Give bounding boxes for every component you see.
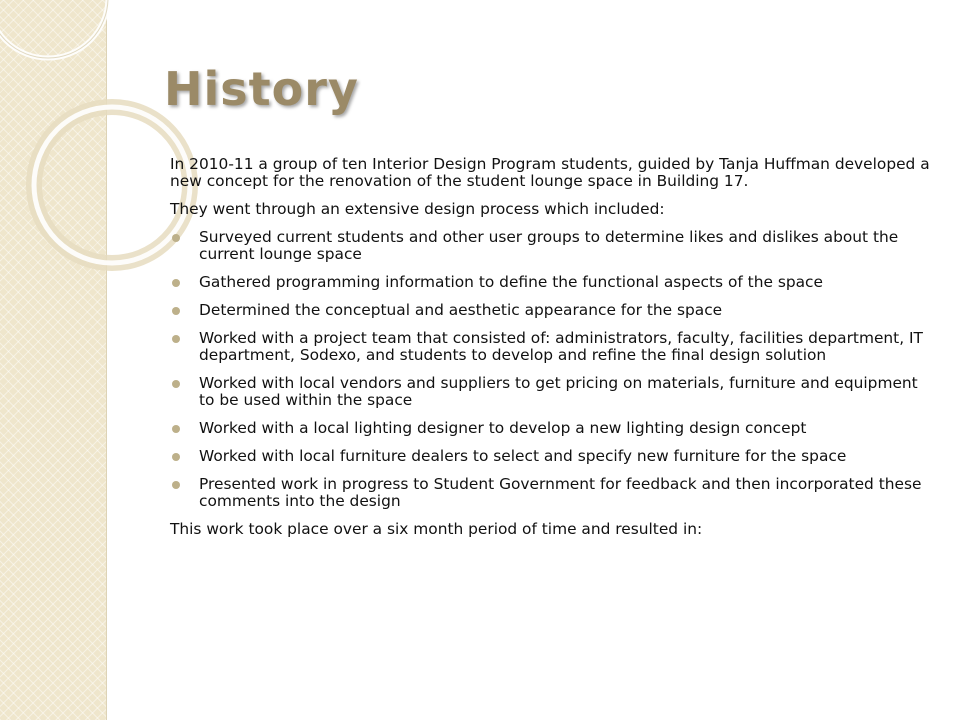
list-item-text: Worked with a local lighting designer to develop a new lighting design concept <box>199 419 807 437</box>
bullet-dot-icon <box>172 234 180 242</box>
list-item <box>170 476 930 510</box>
list-item <box>170 420 930 437</box>
bullet-dot-icon <box>172 425 180 433</box>
list-item <box>170 229 930 263</box>
bullet-dot-icon <box>172 380 180 388</box>
bullet-dot-icon <box>172 279 180 287</box>
bullet-dot-icon <box>172 335 180 343</box>
list-item-text: Worked with local vendors and suppliers to get pricing on materials, furniture and equipment to be used within the space <box>199 374 918 409</box>
bullet-dot-icon <box>172 453 180 461</box>
slide-title: History <box>164 62 359 116</box>
list-item-text: Determined the conceptual and aesthetic appearance for the space <box>199 301 723 319</box>
slide-body <box>170 156 930 549</box>
list-item-text: Gathered programming information to define the functional aspects of the space <box>199 273 823 291</box>
list-item-text: Worked with local furniture dealers to select and specify new furniture for the space <box>199 447 847 465</box>
list-item <box>170 274 930 291</box>
list-item <box>170 302 930 319</box>
list-item-text: Surveyed current students and other user groups to determine likes and dislikes about the current lounge space <box>199 228 899 263</box>
list-item <box>170 330 930 364</box>
conclusion-paragraph: This work took place over a six month period of time and resulted in: <box>170 520 703 538</box>
list-item <box>170 448 930 465</box>
list-item-text: Worked with a project team that consisted of: administrators, faculty, facilities department, IT department, Sodexo, and students to develop and refine the final design solution <box>199 329 923 364</box>
bullet-dot-icon <box>172 481 180 489</box>
process-list <box>170 229 930 510</box>
list-item <box>170 375 930 409</box>
bullet-dot-icon <box>172 307 180 315</box>
list-item-text: Presented work in progress to Student Government for feedback and then incorporated these comments into the design <box>199 475 922 510</box>
intro-paragraph: In 2010-11 a group of ten Interior Design Program students, guided by Tanja Huffman developed a new concept for the renovation of the student lounge space in Building 17. <box>170 155 930 190</box>
process-heading: They went through an extensive design process which included: <box>170 200 665 218</box>
